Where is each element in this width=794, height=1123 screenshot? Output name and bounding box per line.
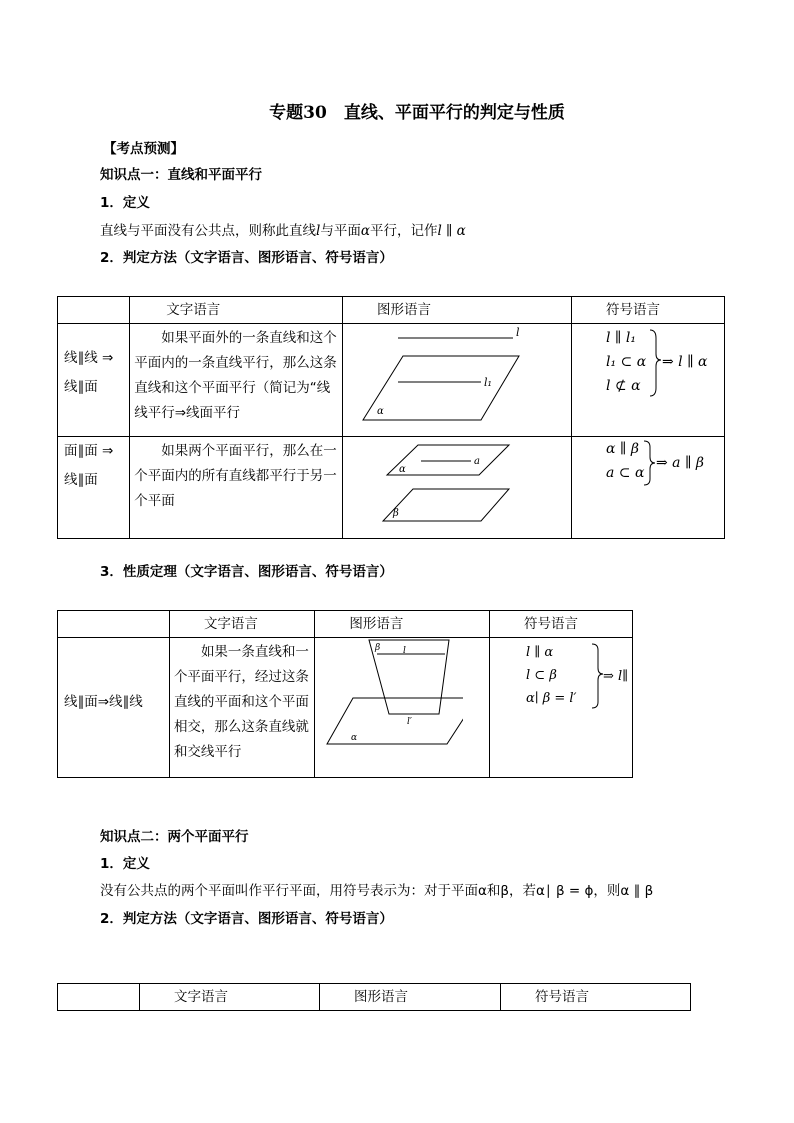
prop-left: 线∥面⇒线∥线	[64, 693, 143, 710]
kp1-prop-heading: 3．性质定理（文字语言、图形语言、符号语言）	[100, 564, 393, 580]
plane-beta	[383, 489, 509, 521]
prop-sym-result: ⇒ l∥	[603, 669, 629, 684]
table-row	[58, 437, 725, 539]
label-beta: β	[392, 508, 399, 519]
header-symbol-lang: 符号语言	[535, 989, 589, 1005]
kp2-table	[57, 983, 691, 1011]
figure-line-plane-property	[315, 638, 463, 773]
def-l: l	[316, 223, 321, 239]
header-symbol-lang: 符号语言	[606, 302, 660, 318]
sym1-line3: l ⊄ α	[606, 378, 641, 394]
header-text-lang: 文字语言	[203, 616, 258, 632]
prop-sym-line2: l ⊂ β	[526, 668, 557, 683]
row1-left	[58, 324, 129, 402]
sym1-line1: l ∥ l₁	[606, 330, 636, 346]
sym1-line2: l₁ ⊂ α	[606, 354, 647, 370]
symbol-row1	[572, 324, 724, 432]
row2-left-line2: 线∥面	[64, 472, 98, 488]
kp1-heading: 知识点一：直线和平面平行	[100, 167, 262, 183]
header-symbol-lang: 符号语言	[524, 616, 578, 632]
def-notation: l ∥ α	[437, 223, 466, 239]
plane-alpha	[327, 698, 463, 744]
row2-left	[58, 437, 129, 495]
label-l1: l₁	[483, 376, 492, 389]
row1-left-line1: 线∥线 ⇒	[64, 350, 114, 366]
def-text-b: 与平面	[320, 223, 361, 239]
header-figure-lang: 图形语言	[376, 302, 431, 318]
symbol-prop	[490, 638, 632, 773]
sym2-line2: a ⊂ α	[606, 465, 645, 481]
property-table	[57, 610, 633, 778]
table-row	[58, 638, 633, 778]
prop-text: 如果一条直线和一个平面平行，经过这条直线的平面和这个平面相交，那么这条直线就和交线平行	[173, 644, 309, 760]
def-alpha: α	[360, 223, 370, 239]
label-beta: β	[375, 643, 381, 653]
def-text-a: 直线与平面没有公共点，则称此直线	[100, 223, 316, 239]
label-alpha: α	[351, 733, 358, 743]
brace-icon	[644, 441, 655, 485]
kp2-def-heading: 1．定义	[100, 856, 150, 872]
header-text-lang: 文字语言	[166, 302, 221, 318]
kp1-judge-heading: 2．判定方法（文字语言、图形语言、符号语言）	[100, 250, 393, 266]
brace-icon	[650, 330, 661, 396]
sym2-line1: α ∥ β	[606, 441, 639, 457]
kp1-def-heading: 1．定义	[100, 195, 150, 211]
section-tag: 【考点预测】	[103, 141, 184, 157]
figure-plane-plane-parallel	[343, 437, 543, 534]
table-header-row	[58, 611, 633, 638]
label-alpha: α	[398, 464, 406, 475]
kp2-def-text: 没有公共点的两个平面叫作平行平面，用符号表示为：对于平面α和β，若α∣ β = ϕ，则α ∥ β	[100, 883, 654, 899]
label-a: a	[473, 456, 480, 467]
def-text-c: 平行，记作	[369, 223, 438, 239]
row2-text: 如果两个平面平行，那么在一个平面内的所有直线都平行于另一个平面	[134, 443, 337, 509]
prop-sym-line3: α∣ β = l′	[526, 691, 577, 706]
row2-left-line1: 面∥面 ⇒	[64, 443, 114, 459]
row1-left-line2: 线∥面	[64, 379, 98, 395]
header-figure-lang: 图形语言	[349, 616, 404, 632]
prop-sym-line1: l ∥ α	[526, 645, 554, 660]
sym2-result: ⇒ a ∥ β	[656, 455, 704, 471]
plane-alpha	[363, 356, 519, 420]
label-l: l	[515, 326, 520, 339]
label-l-prime: l′	[407, 717, 413, 727]
table-header-row	[58, 984, 691, 1011]
symbol-row2	[572, 437, 724, 534]
kp2-judge-heading: 2．判定方法（文字语言、图形语言、符号语言）	[100, 911, 393, 927]
row1-text: 如果平面外的一条直线和这个平面内的一条直线平行，那么这条直线和这个平面平行（简记为“线线平行⇒线面平行	[134, 330, 337, 421]
table-header-row	[58, 297, 725, 324]
table-row	[58, 324, 725, 437]
judge-table	[57, 296, 725, 539]
brace-icon	[592, 644, 603, 708]
label-l: l	[403, 646, 407, 656]
header-text-lang: 文字语言	[174, 989, 228, 1005]
kp2-heading: 知识点二：两个平面平行	[100, 829, 249, 845]
page-title: 专题30 直线、平面平行的判定与性质	[269, 103, 565, 123]
plane-beta	[369, 640, 449, 714]
header-figure-lang: 图形语言	[354, 989, 408, 1005]
sym1-result: ⇒ l ∥ α	[662, 354, 708, 370]
kp1-def-text	[100, 219, 466, 239]
figure-line-plane-parallel	[343, 324, 543, 432]
label-alpha: α	[376, 406, 384, 417]
